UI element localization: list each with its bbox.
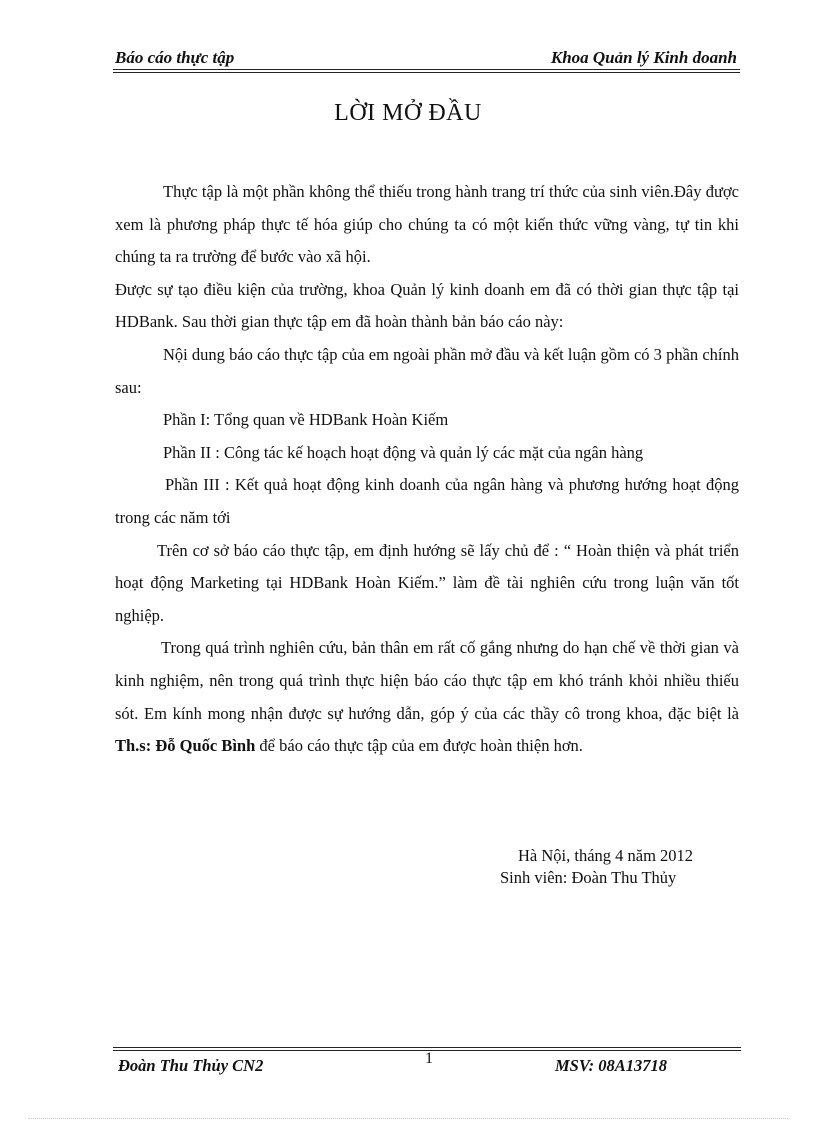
page-title: LỜI MỞ ĐẦU (334, 100, 482, 126)
signature-block (500, 845, 693, 889)
paragraph-topic: Trên cơ sở báo cáo thực tập, em định hướng sẽ lấy chủ để : “ Hoàn thiện và phát triển hoạt động Marketing tại HDBank Hoàn Kiếm.” làm đề tài nghiên cứu trong luận văn tốt nghiệp. (115, 540, 739, 625)
advisor-name: Th.s: Đỗ Quốc Bình (115, 736, 256, 756)
header-right: Khoa Quản lý Kinh doanh (550, 48, 737, 67)
part-2-item: Phần II : Công tác kế hoạch hoạt động và quản lý các mặt của ngân hàng (163, 442, 644, 462)
paragraph-thanks (115, 632, 739, 762)
page-header (115, 48, 737, 68)
footer-student-id: MSV: 08A13718 (555, 1056, 668, 1075)
page-number: 1 (425, 1050, 433, 1067)
paragraph-internship: Được sự tạo điều kiện của trường, khoa Quản lý kinh doanh em đã có thời gian thực tập tại HDBank. Sau thời gian thực tập em đã hoàn thành bản báo cáo này: (115, 279, 739, 332)
paragraph-intro: Thực tập là một phần không thể thiếu trong hành trang trí thức của sinh viên.Đây được xem là phương pháp thực tế hóa giúp cho chúng ta có một kiến thức vững vàng, tự tin khi chúng ta ra trường để bước vào xã hội. (115, 182, 739, 267)
part-3-item: Phần III : Kết quả hoạt động kinh doanh của ngân hàng và phương hướng hoạt động trong các năm tới (115, 475, 739, 527)
page-edge-divider (28, 1118, 788, 1119)
footer-author: Đoàn Thu Thủy CN2 (118, 1056, 264, 1075)
thanks-text: Trong quá trình nghiên cứu, bản thân em rất cố gắng nhưng do hạn chế về thời gian và kinh nghiệm, nên trong quá trình thực hiện báo cáo thực tập em khó tránh khỏi nhiều thiếu sót. Em kính mong nhận được sự hướng dẫn, góp ý của các thầy cô trong khoa, đặc biệt là (115, 638, 739, 723)
part-1-item: Phần I: Tổng quan về HDBank Hoàn Kiếm (163, 410, 449, 430)
body-text (115, 176, 739, 763)
paragraph-contents: Nội dung báo cáo thực tập của em ngoài phần mở đầu và kết luận gồm có 3 phần chính sau: (115, 344, 739, 397)
header-rule (113, 69, 740, 73)
thanks-text-end: để báo cáo thực tập của em được hoàn thiện hơn. (255, 736, 583, 756)
student-name: Sinh viên: Đoàn Thu Thủy (500, 868, 677, 887)
place-date: Hà Nội, tháng 4 năm 2012 (518, 846, 694, 865)
header-left: Báo cáo thực tập (115, 48, 235, 67)
